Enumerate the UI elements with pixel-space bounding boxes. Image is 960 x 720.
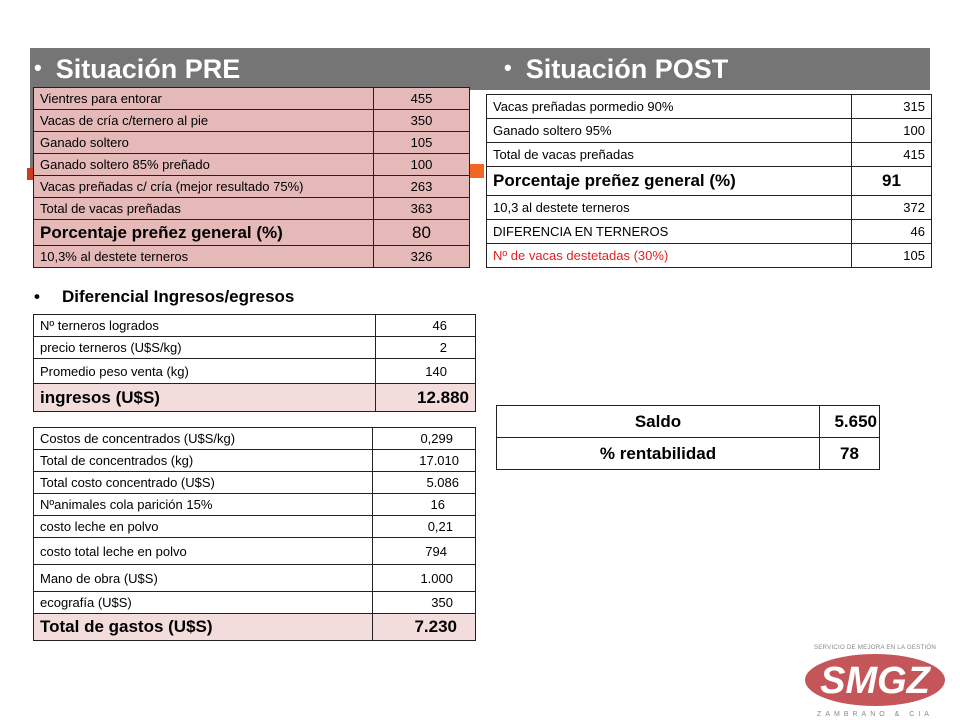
table-row: Ganado soltero 85% preñado 100 (34, 154, 470, 176)
table-row: costo leche en polvo 0,21 (34, 516, 476, 538)
table-row: DIFERENCIA EN TERNEROS 46 (487, 220, 932, 244)
table-row: Promedio peso venta (kg) 140 (34, 359, 476, 384)
bullet-icon: • (504, 55, 512, 80)
table-row: Vacas de cría c/ternero al pie 350 (34, 110, 470, 132)
bullet-icon: • (34, 55, 42, 80)
table-row: Total costo concentrado (U$S) 5.086 (34, 472, 476, 494)
table-row: Total de vacas preñadas 363 (34, 198, 470, 220)
costs-table (33, 427, 476, 641)
pre-table (33, 87, 470, 268)
table-row: 10,3% al destete terneros 326 (34, 246, 470, 268)
table-row: Nº de vacas destetadas (30%) 105 (487, 244, 932, 268)
accent-square (470, 164, 484, 178)
table-row: % rentabilidad 78 (497, 438, 880, 470)
table-row: ingresos (U$S) 12.880 (34, 384, 476, 412)
table-row: Porcentaje preñez general (%) 91 (487, 167, 932, 196)
pre-title: • Situación PRE (34, 54, 241, 84)
table-row: Ganado soltero 105 (34, 132, 470, 154)
logo-tagline: SERVICIO DE MEJORA EN LA GESTIÓN (813, 644, 937, 651)
logo-footer: ZAMBRANO & CIA (817, 711, 933, 718)
table-row: Saldo 5.650 (497, 406, 880, 438)
table-row: Total de vacas preñadas 415 (487, 143, 932, 167)
smgz-logo (793, 640, 958, 718)
table-row: Vientres para entorar 455 (34, 88, 470, 110)
table-row: Vacas preñadas c/ cría (mejor resultado 75%) 263 (34, 176, 470, 198)
table-row: costo total leche en polvo 794 (34, 538, 476, 565)
post-title: • Situación POST (504, 54, 729, 84)
table-row: 10,3 al destete terneros 372 (487, 196, 932, 220)
table-row: Total de gastos (U$S) 7.230 (34, 614, 476, 641)
table-row: precio terneros (U$S/kg) 2 (34, 337, 476, 359)
section-title: • Diferencial Ingresos/egresos (34, 287, 295, 306)
table-row: Costos de concentrados (U$S/kg) 0,299 (34, 428, 476, 450)
table-row: Vacas preñadas pormedio 90% 315 (487, 95, 932, 119)
bullet-icon: • (34, 287, 40, 306)
post-table (486, 94, 932, 268)
table-row: Ganado soltero 95% 100 (487, 119, 932, 143)
table-row: Mano de obra (U$S) 1.000 (34, 565, 476, 592)
table-row: Total de concentrados (kg) 17.010 (34, 450, 476, 472)
balance-table (496, 405, 880, 470)
logo-brand: SMGZ (820, 660, 930, 702)
income-table (33, 314, 476, 412)
table-row: ecografía (U$S) 350 (34, 592, 476, 614)
table-row: Nºanimales cola parición 15% 16 (34, 494, 476, 516)
table-row: Nº terneros logrados 46 (34, 315, 476, 337)
table-row: Porcentaje preñez general (%) 80 (34, 220, 470, 246)
